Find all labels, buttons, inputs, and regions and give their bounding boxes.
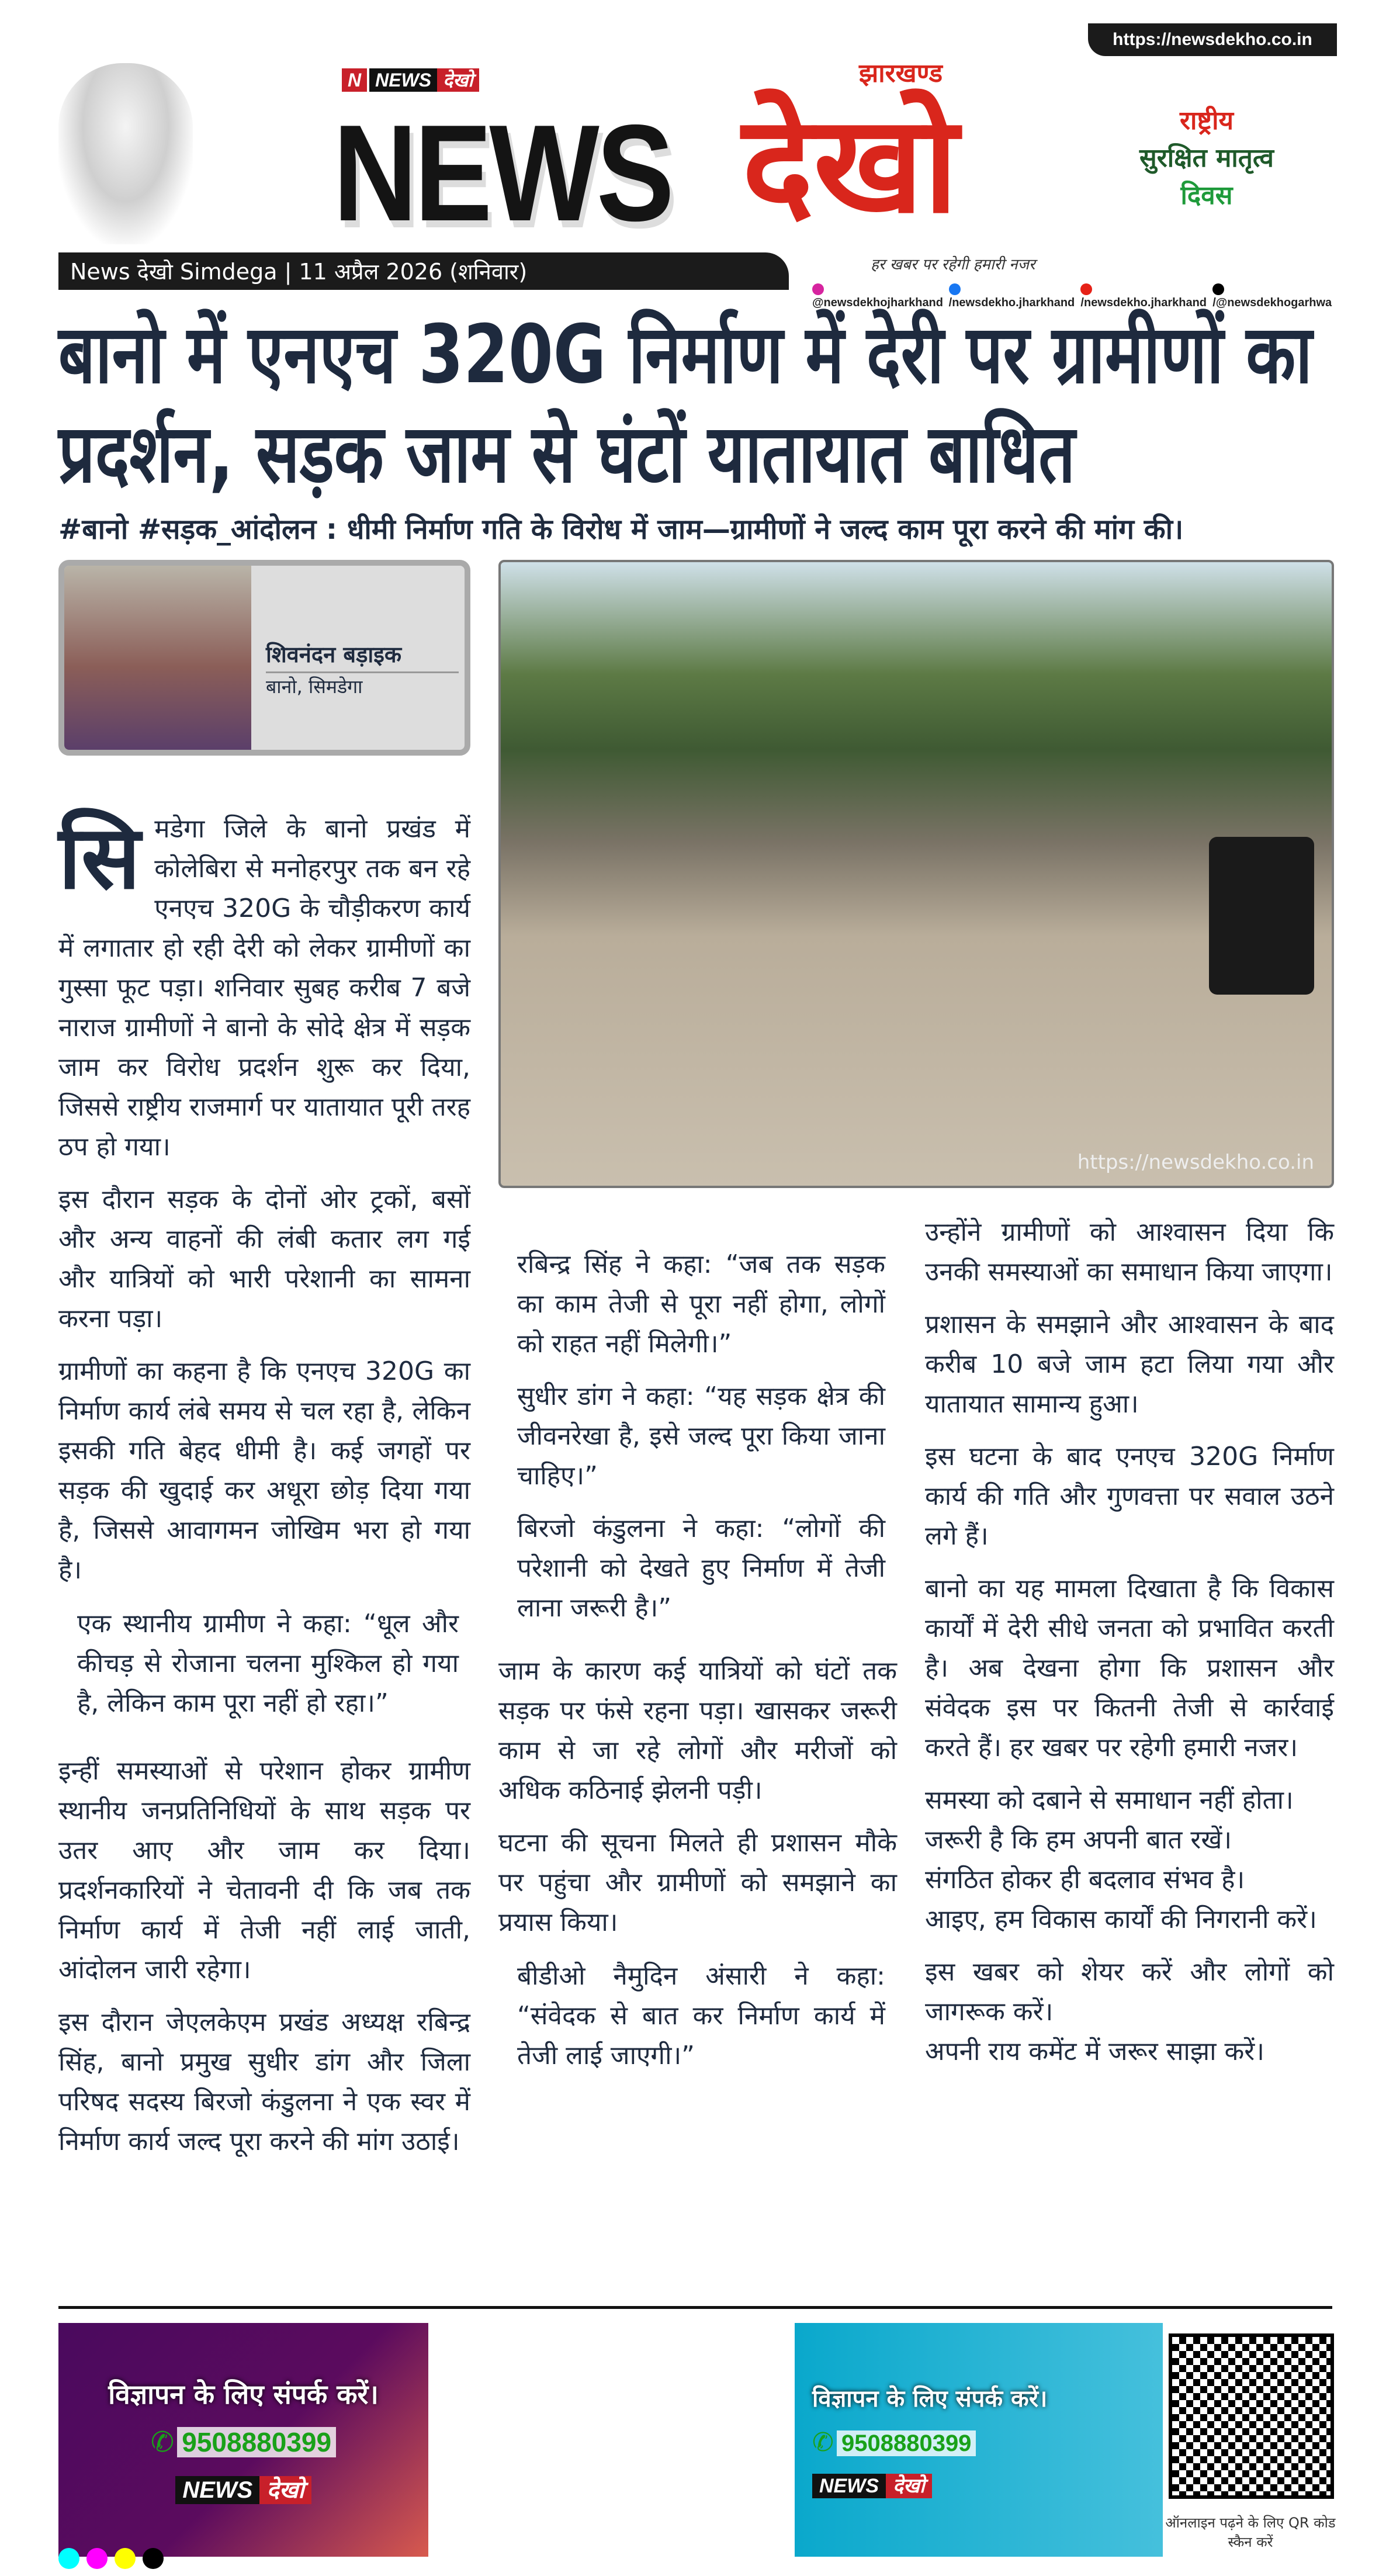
logo-dekho: देखो: [886, 2474, 932, 2498]
qr-caption: ऑनलाइन पढ़ने के लिए QR कोड स्कैन करें: [1165, 2515, 1336, 2550]
protest-photo: [498, 560, 1334, 1188]
quote: रबिन्द्र सिंह ने कहा: “जब तक सड़क का काम तेजी से पूरा नहीं होगा, लोगों को राहत नहीं मिलेगी।”: [517, 1249, 885, 1359]
masthead-news: NEWS: [333, 96, 671, 250]
ad-logo: [175, 2473, 311, 2505]
ad-title: विज्ञापन के लिए संपर्क करें।: [108, 2378, 379, 2410]
mother-child-illustration: [58, 63, 193, 244]
yellow-dot: [115, 2548, 136, 2569]
masthead-state: झारखण्ड: [859, 58, 943, 88]
quote: बीडीओ नैमुदिन अंसारी ने कहा: “संवेदक से बात कर निर्माण कार्य में तेजी लाई जाएगी।”: [517, 1961, 885, 2071]
youtube-icon: [1080, 283, 1092, 295]
handle: /newsdekho.jharkhand: [1080, 296, 1207, 309]
line: आइए, हम विकास कार्यों की निगरानी करें।: [925, 1905, 1317, 1934]
photo-watermark: https://newsdekho.co.in: [1077, 1151, 1314, 1174]
masthead-tagline: हर खबर पर रहेगी हमारी नजर: [871, 256, 1035, 273]
black-dot: [143, 2548, 164, 2569]
column-right: [925, 1213, 1334, 2072]
magenta-dot: [86, 2548, 108, 2569]
logo-news: NEWS: [175, 2476, 259, 2504]
advertisement-left[interactable]: [58, 2323, 428, 2557]
author-card: [58, 560, 470, 756]
paragraph: घटना की सूचना मिलते ही प्रशासन मौके पर पहुंचा और ग्रामीणों को समझाने का प्रयास किया।: [498, 1828, 897, 1937]
masthead-dekho: देखो: [742, 87, 958, 243]
logo-news: NEWS: [812, 2474, 886, 2498]
quote: सुधीर डांग ने कहा: “यह सड़क क्षेत्र की जीवनरेखा है, इसे जल्द पूरा किया जाना चाहिए।”: [517, 1382, 885, 1491]
subheadline: #बानो #सड़क_आंदोलन : धीमी निर्माण गति के विरोध में जाम—ग्रामीणों ने जल्द काम पूरा करने की मांग की।: [58, 513, 1184, 546]
logo-news: NEWS: [369, 68, 437, 92]
quote: बिरजो कंडुलना ने कहा: “लोगों की परेशानी को देखते हुए निर्माण में तेजी लाना जरूरी है।”: [517, 1514, 885, 1623]
handle: /newsdekho.jharkhand: [948, 296, 1075, 309]
column-middle: [498, 1245, 897, 2104]
day-line: दिवस: [1180, 180, 1233, 210]
mini-logo: [342, 65, 479, 95]
paragraph: इस घटना के बाद एनएच 320G निर्माण कार्य की गति और गुणवत्ता पर सवाल उठने लगे हैं।: [925, 1442, 1334, 1551]
line: अपनी राय कमेंट में जरूर साझा करें।: [925, 2037, 1264, 2066]
website-url[interactable]: https://newsdekho.co.in: [1088, 23, 1337, 56]
whatsapp-contact: [151, 2426, 336, 2459]
ad-logo: [812, 2471, 932, 2498]
instagram-icon: [812, 283, 824, 295]
line: संगठित होकर ही बदलाव संभव है।: [925, 1865, 1245, 1895]
line: समस्या को दबाने से समाधान नहीं होता।: [925, 1785, 1294, 1815]
logo-n: N: [342, 68, 367, 92]
advertisement-right[interactable]: [795, 2323, 1163, 2557]
ad-phone: 9508880399: [837, 2430, 976, 2456]
whatsapp-contact: [812, 2428, 976, 2457]
speaker-in-photo: [1209, 837, 1314, 995]
dateline: News देखो Simdega | 11 अप्रैल 2026 (शनिवार): [58, 252, 789, 290]
cmyk-registration-marks: [58, 2548, 164, 2569]
author-name: शिवनंदन बड़ाइक: [266, 639, 459, 673]
paragraph: इन्हीं समस्याओं से परेशान होकर ग्रामीण स्थानीय जनप्रतिनिधियों के साथ सड़क पर उतर आए और जाम कर दिया। प्रदर्शनकारियों ने चेतावनी दी कि जब तक निर्माण कार्य में तेजी नहीं लाई जाती, आंदोलन जारी रहेगा।: [58, 1756, 470, 1985]
author-location: बानो, सिमडेगा: [266, 676, 363, 698]
column-left: [58, 809, 470, 2175]
quote: एक स्थानीय ग्रामीण ने कहा: “धूल और कीचड़ से रोजाना चलना मुश्किल हो गया है, लेकिन काम पूरा नहीं हो रहा।”: [77, 1609, 459, 1718]
logo-dekho: देखो: [259, 2476, 311, 2504]
paragraph: ग्रामीणों का कहना है कि एनएच 320G का निर्माण कार्य लंबे समय से चल रहा है, लेकिन इसकी गति बेहद धीमी है। कई जगहों पर सड़क की खुदाई कर अधूरा छोड़ दिया गया है, जिससे आवागमन जोखिम भरा हो गया है।: [58, 1356, 470, 1585]
logo-dekho: देखो: [437, 68, 479, 92]
whatsapp-icon: ✆: [150, 2425, 175, 2459]
day-line: सुरक्षित मातृत्व: [1139, 143, 1274, 173]
author-photo: [64, 566, 251, 750]
paragraph: इस दौरान सड़क के दोनों ओर ट्रकों, बसों और अन्य वाहनों की लंबी कतार लग गई और यात्रियों को भारी परेशानी का सामना करना पड़ा।: [58, 1185, 470, 1334]
day-line: राष्ट्रीय: [1179, 106, 1234, 136]
facebook-icon: [949, 283, 961, 295]
whatsapp-icon: ✆: [812, 2428, 834, 2457]
paragraph: जाम के कारण कई यात्रियों को घंटों तक सड़क पर फंसे रहना पड़ा। खासकर जरूरी काम से जा रहे लोगों और मरीजों को अधिक कठिनाई झेलनी पड़ी।: [498, 1656, 897, 1805]
headline: बानो में एनएच 320G निर्माण में देरी पर ग्रामीणों का प्रदर्शन, सड़क जाम से घंटों यातायात बाधित: [58, 307, 1312, 501]
handle: @newsdekhojharkhand: [812, 296, 943, 309]
ad-phone: 9508880399: [177, 2427, 336, 2457]
paragraph-text: मडेगा जिले के बानो प्रखंड में कोलेबिरा से मनोहरपुर तक बन रहे एनएच 320G के चौड़ीकरण कार्य में लगातार हो रही देरी को लेकर ग्रामीणों का गुस्सा फूट पड़ा। शनिवार सुबह करीब 7 बजे नाराज ग्रामीणों ने बानो के सोदे क्षेत्र में सड़क जाम कर विरोध प्रदर्शन शुरू कर दिया, जिससे राष्ट्रीय राजमार्ग पर यातायात पूरी तरह ठप हो गया।: [58, 814, 470, 1162]
paragraph: बानो का यह मामला दिखाता है कि विकास कार्यों में देरी सीधे जनता को प्रभावित करती है। अब देखना होगा कि प्रशासन और संवेदक इस पर कितनी तेजी से कार्रवाई करते हैं। हर खबर पर रहेगी हमारी नजर।: [925, 1574, 1334, 1763]
x-icon: [1212, 283, 1224, 295]
observance-day: [1110, 102, 1303, 214]
paragraph: इस दौरान जेएलकेएम प्रखंड अध्यक्ष रबिन्द्र सिंह, बानो प्रमुख सुधीर डांग और जिला परिषद सदस्य बिरजो कंडुलना ने एक स्वर में निर्माण कार्य जल्द पूरा करने की मांग उठाई।: [58, 2007, 470, 2156]
paragraph: उन्होंने ग्रामीणों को आश्वासन दिया कि उनकी समस्याओं का समाधान किया जाएगा।: [925, 1217, 1334, 1287]
paragraph: [58, 809, 470, 1167]
line: जरूरी है कि हम अपनी बात रखें।: [925, 1825, 1232, 1855]
paragraph: प्रशासन के समझाने और आश्वासन के बाद करीब 10 बजे जाम हटा लिया गया और यातायात सामान्य हुआ।: [925, 1310, 1334, 1419]
line: इस खबर को शेयर करें और लोगों को जागरूक करें।: [925, 1957, 1334, 2027]
cyan-dot: [58, 2548, 79, 2569]
ad-title: विज्ञापन के लिए संपर्क करें।: [812, 2385, 1048, 2412]
footer-divider: [58, 2306, 1332, 2309]
drop-cap: सि: [58, 807, 141, 909]
handle: /@newsdekhogarhwa: [1212, 296, 1332, 309]
qr-code[interactable]: [1169, 2333, 1334, 2499]
